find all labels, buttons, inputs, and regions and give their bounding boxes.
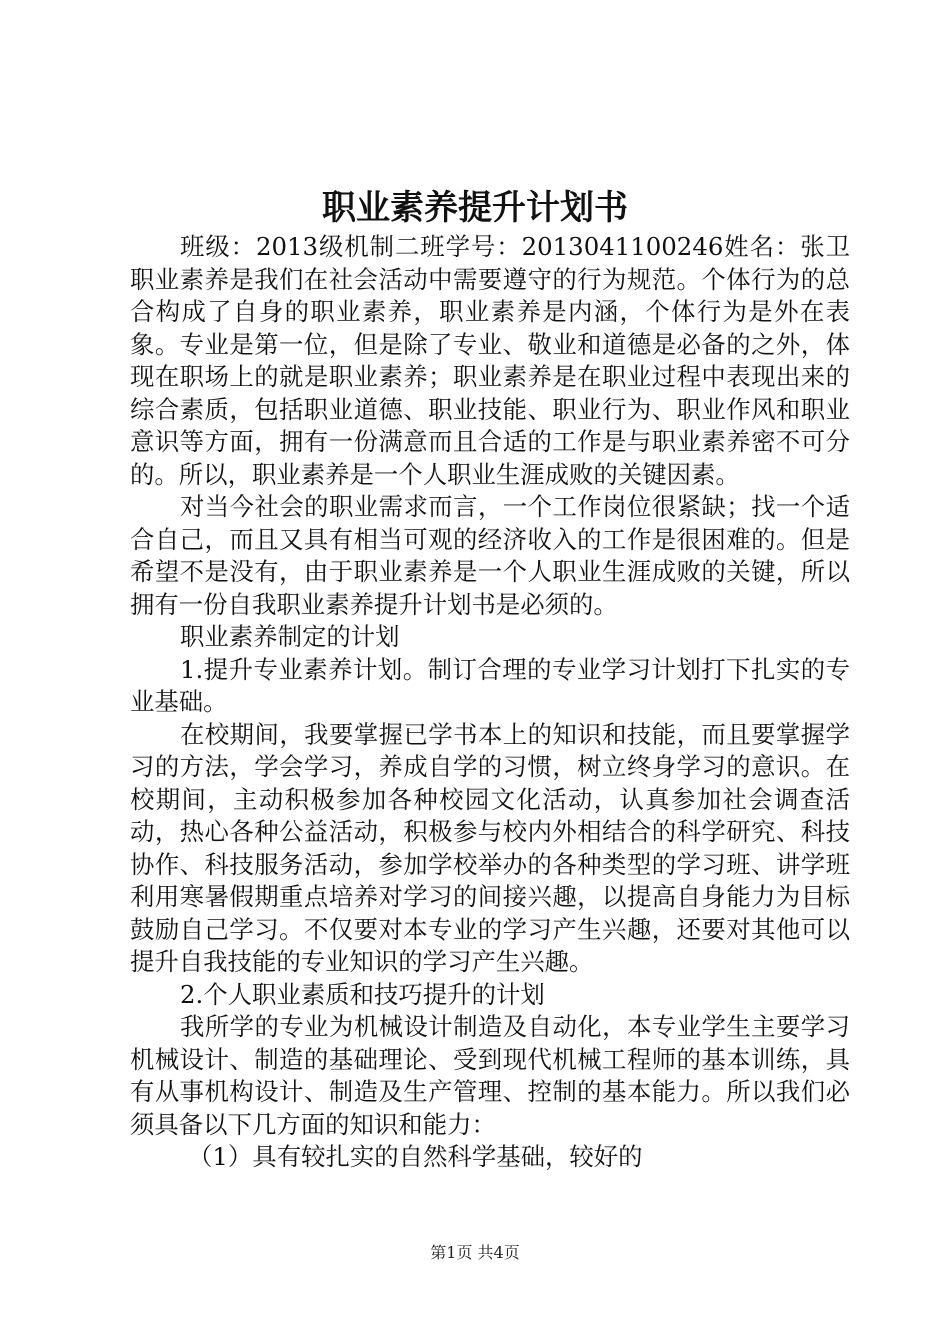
paragraph-plan-1: 1.提升专业素养计划。制订合理的专业学习计划打下扎实的专业基础。: [130, 654, 850, 716]
paragraph-item-1: （1）具有较扎实的自然科学基础，较好的: [188, 1142, 643, 1171]
paragraph-major: 我所学的专业为机械设计制造及自动化，本专业学生主要学习机械设计、制造的基础理论、受到现代机械工程师的基本训练，具有从事机构设计、制造及生产管理、控制的基本能力。所以我们必须具备以下几方面的知识和能力：: [130, 1012, 850, 1139]
paragraph-job-demand: 对当今社会的职业需求而言，一个工作岗位很紧缺；找一个适合自己，而且又具有相当可观的经济收入的工作是很困难的。但是希望不是没有，由于职业素养是一个人职业生涯成败的关键，所以拥有一份自我职业素养提升计划书是必须的。: [130, 492, 850, 619]
document-body: [130, 231, 850, 1174]
paragraph-plan-heading: 职业素养制定的计划: [180, 622, 400, 651]
paragraph-intro: 班级：2013级机制二班学号：2013041100246姓名：张卫职业素养是我们在社会活动中需要遵守的行为规范。个体行为的总合构成了自身的职业素养，职业素养是内涵，个体行为是外在表象。专业是第一位，但是除了专业、敬业和道德是必备的之外，体现在职场上的就是职业素养；职业素养是在职业过程中表现出来的综合素质，包括职业道德、职业技能、职业行为、职业作风和职业意识等方面，拥有一份满意而且合适的工作是与职业素养密不可分的。所以，职业素养是一个人职业生涯成败的关键因素。: [130, 232, 850, 489]
document-title: 职业素养提升计划书: [322, 188, 628, 228]
paragraph-school-study: 在校期间，我要掌握已学书本上的知识和技能，而且要掌握学习的方法，学会学习，养成自学的习惯，树立终身学习的意识。在校期间，主动积极参加各种校园文化活动，认真参加社会调查活动，热心各种公益活动，积极参与校内外相结合的科学研究、科技协作、科技服务活动，参加学校举办的各种类型的学习班、讲学班利用寒暑假期重点培养对学习的间接兴趣，以提高自身能力为目标鼓励自己学习。不仅要对本专业的学习产生兴趣，还要对其他可以提升自我技能的专业知识的学习产生兴趣。: [130, 719, 850, 976]
page-footer: 第1页 共4页: [430, 1243, 520, 1262]
paragraph-plan-2: 2.个人职业素质和技巧提升的计划: [180, 979, 545, 1009]
